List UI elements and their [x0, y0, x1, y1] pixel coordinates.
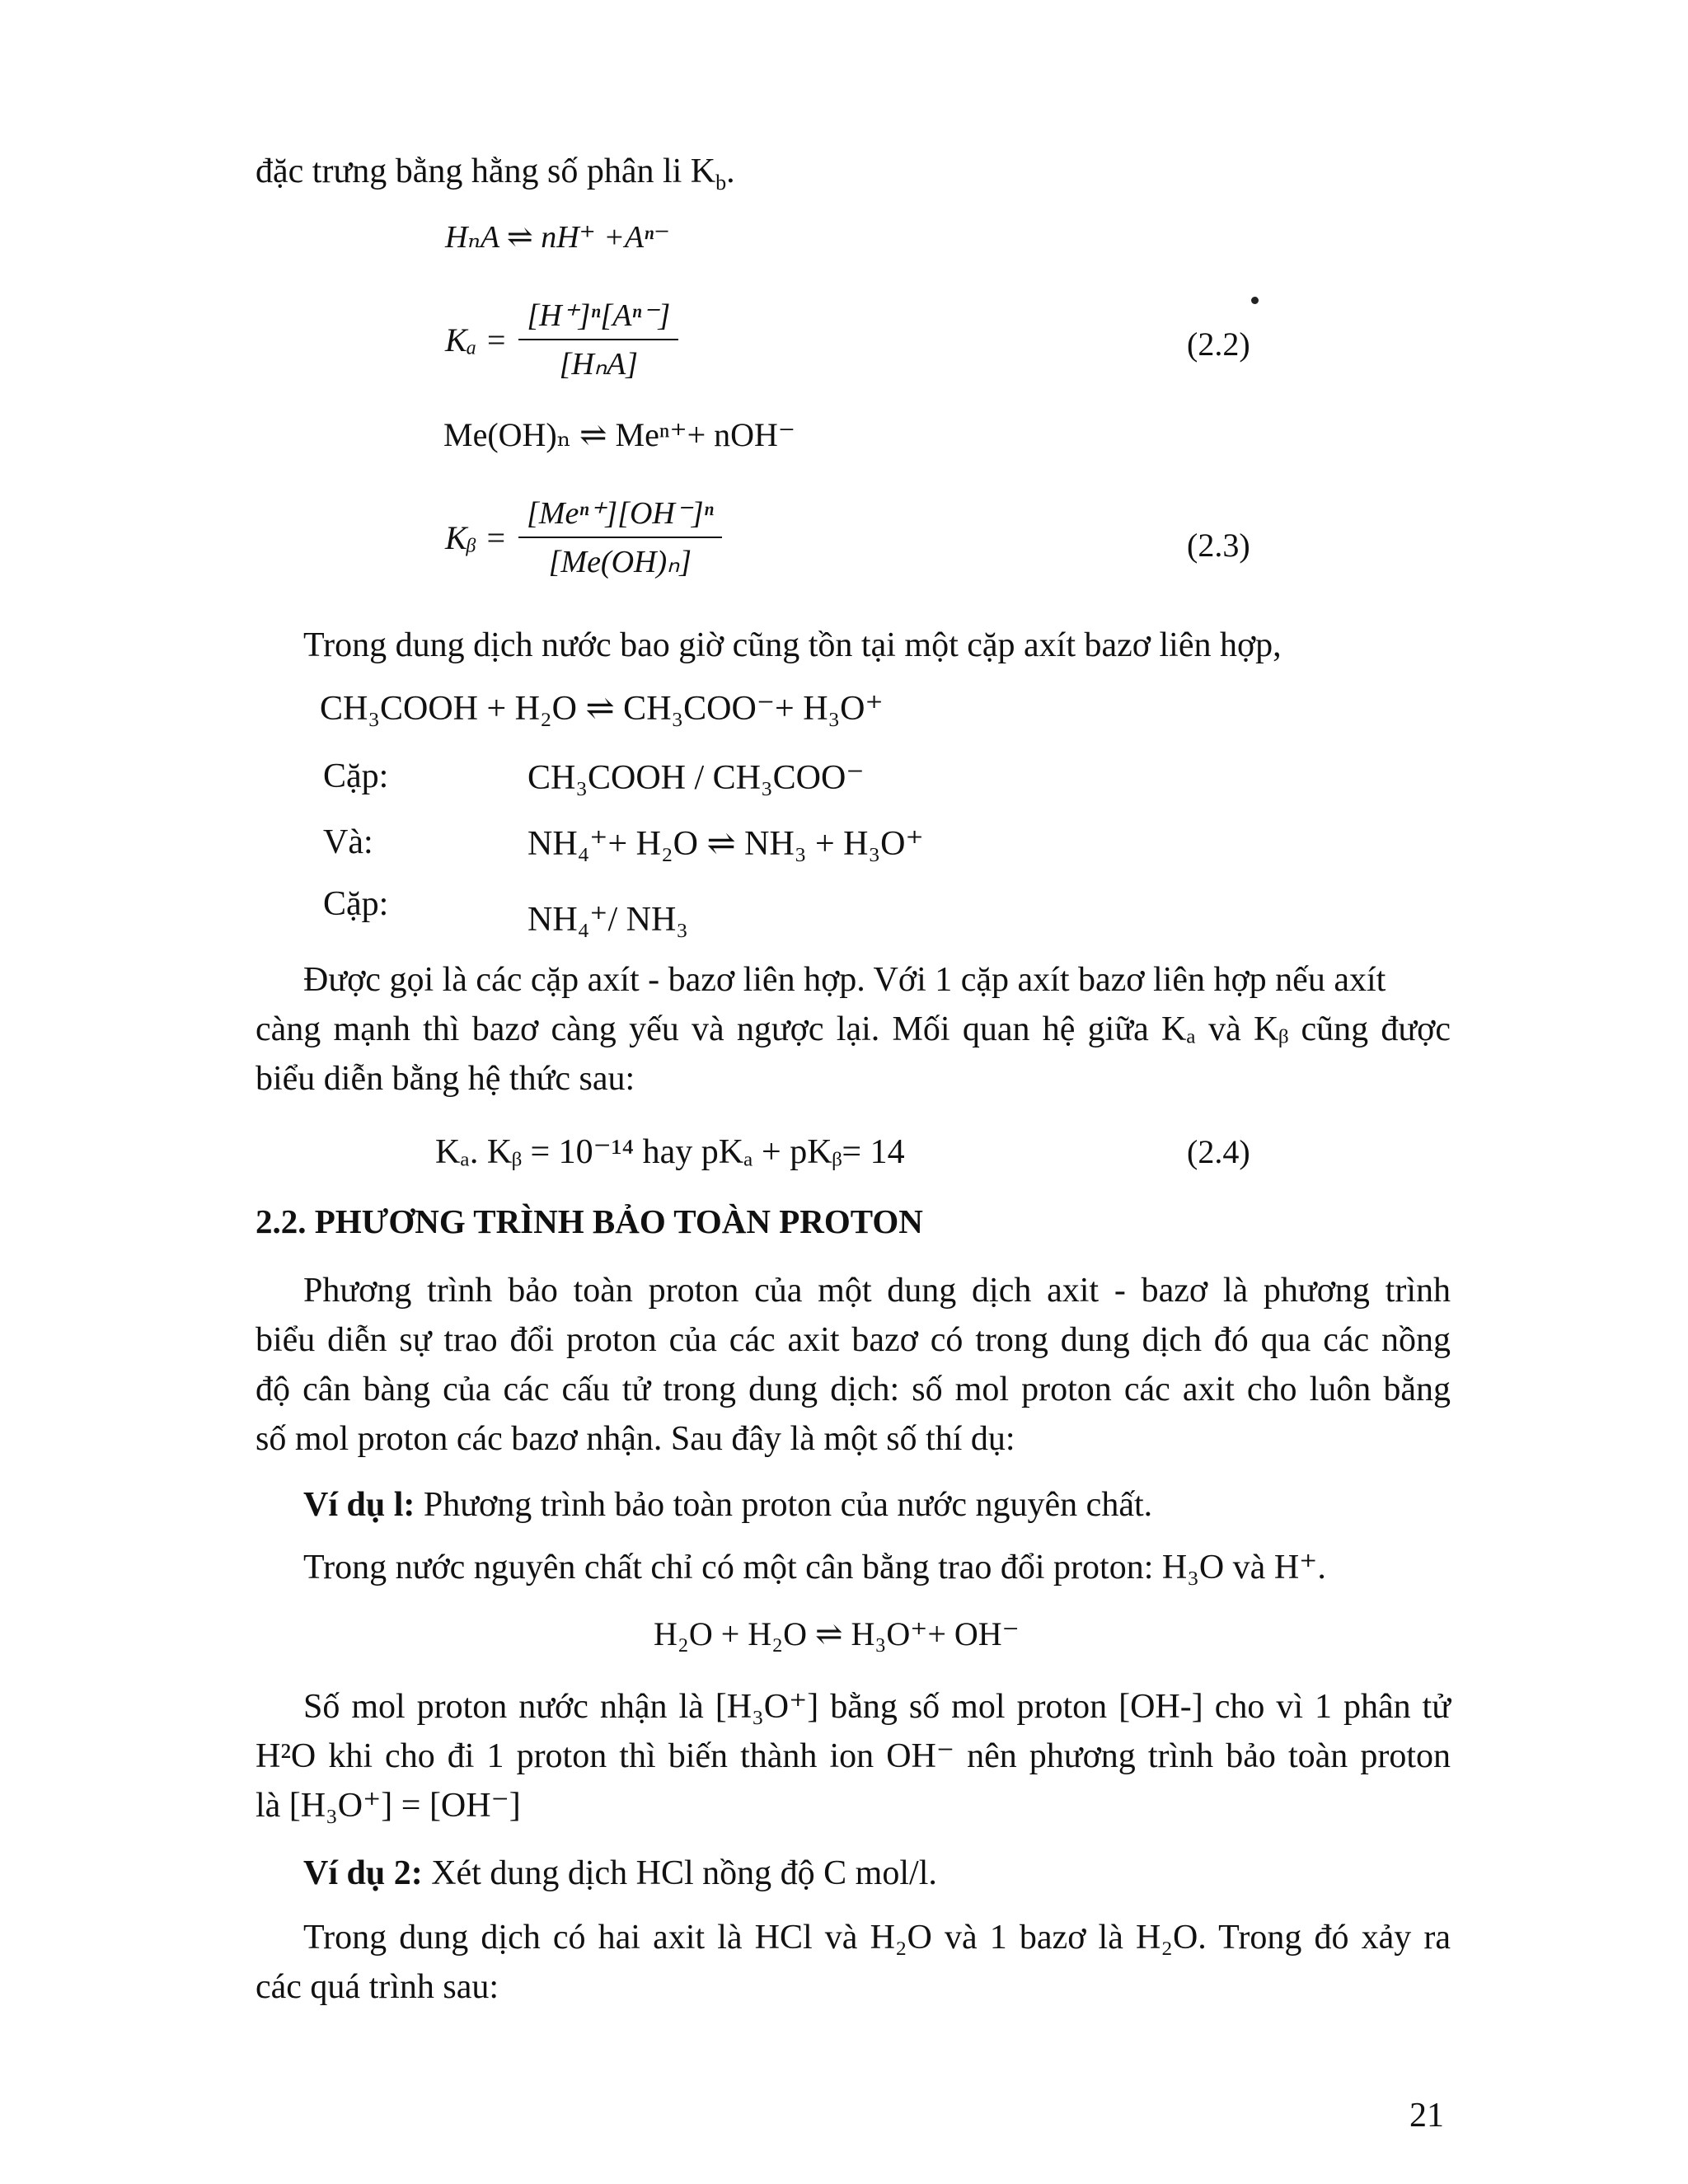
- label-pair-1: Cặp:: [323, 757, 389, 795]
- equation-acetic-acid: CH₃COOH + H₂O ⇌ CH₃COO⁻+ H₃O⁺: [320, 690, 884, 728]
- kb-denominator: [Me(OH)ₙ]: [548, 545, 692, 579]
- equation-base-dissociation: Me(OH)ₙ ⇌ Meⁿ⁺+ nOH⁻: [443, 416, 796, 453]
- example-1-label: Ví dụ l:: [303, 1486, 415, 1524]
- text-pure-water: Trong nước nguyên chất chỉ có một cân bằng trao đổi proton: H₃O và H⁺.: [303, 1549, 1326, 1586]
- text-definition-line-4: số mol proton các bazơ nhận. Sau đây là một số thí dụ:: [256, 1420, 1015, 1458]
- text-conjugate-intro: Trong dung dịch nước bao giờ cũng tồn tại một cặp axít bazơ liên hợp,: [303, 626, 1282, 664]
- equation-kb: [445, 494, 722, 580]
- example-2-label: Ví dụ 2:: [303, 1854, 423, 1892]
- equation-number-2-3: (2.3): [1187, 527, 1250, 564]
- fraction-bar: [518, 339, 678, 340]
- text-hcl-line-1: Trong dung dịch có hai axit là HCl và H₂O và 1 bazơ là H₂O. Trong đó xảy ra: [303, 1919, 1451, 1957]
- example-2: Ví dụ 2: Xét dung dịch HCl nồng độ C mol/l.: [303, 1854, 937, 1892]
- label-and: Và:: [323, 823, 373, 861]
- text-called-line-3: biểu diễn bằng hệ thức sau:: [256, 1060, 635, 1098]
- fraction-bar: [518, 537, 722, 538]
- text-mol-line-1: Số mol proton nước nhận là [H₃O⁺] bằng số mol proton [OH-] cho vì 1 phân tử: [303, 1688, 1451, 1726]
- equation-ammonium: NH₄⁺+ H₂O ⇌ NH₃ + H₃O⁺: [528, 825, 924, 863]
- kb-numerator: [Meⁿ⁺][OH⁻]ⁿ: [527, 496, 714, 531]
- text-called-line-1: Được gọi là các cặp axít - bazơ liên hợp. Với 1 cặp axít bazơ liên hợp nếu axít: [303, 961, 1386, 999]
- equation-ka-kb: Kₐ. Kᵦ = 10⁻¹⁴ hay pKₐ + pKᵦ= 14: [435, 1133, 905, 1171]
- ka-denominator: [HₙA]: [559, 347, 638, 382]
- text-called-line-2: càng mạnh thì bazơ càng yếu và ngược lại. Mối quan hệ giữa Kₐ và Kᵦ cũng được: [256, 1010, 1451, 1048]
- stray-dot-mark: [1251, 297, 1259, 304]
- ka-numerator: [H⁺]ⁿ[Aⁿ⁻]: [527, 298, 671, 333]
- text-definition-line-1: Phương trình bảo toàn proton của một dung dịch axit - bazơ là phương trình: [303, 1272, 1451, 1310]
- equation-acid-dissociation: HₙA ⇌ nH⁺ +Aⁿ⁻: [445, 220, 671, 255]
- text-definition-line-2: biểu diễn sự trao đổi proton của các axit bazơ có trong dung dịch đó qua các nồng: [256, 1321, 1451, 1359]
- pair-ammonium: NH₄⁺/ NH₃: [528, 901, 688, 939]
- kb-lhs: Kᵦ =: [445, 518, 508, 556]
- example-1: Ví dụ l: Phương trình bảo toàn proton của nước nguyên chất.: [303, 1486, 1153, 1524]
- text-definition-line-3: độ cân bàng của các cấu tử trong dung dịch: số mol proton các axit cho luôn bằng: [256, 1371, 1451, 1408]
- pair-acetic: CH₃COOH / CH₃COO⁻: [528, 759, 865, 797]
- label-pair-2: Cặp:: [323, 885, 389, 923]
- equation-ka: [445, 297, 678, 382]
- section-heading: 2.2. PHƯƠNG TRÌNH BẢO TOÀN PROTON: [256, 1202, 923, 1240]
- text-line-kb-definition: đặc trưng bằng hằng số phân li $K_b$.: [256, 152, 735, 195]
- equation-water-autoionization: H₂O + H₂O ⇌ H₃O⁺+ OH⁻: [654, 1615, 1020, 1652]
- page-number: 21: [1409, 2097, 1444, 2135]
- text-mol-line-2: H²O khi cho đi 1 proton thì biến thành ion OH⁻ nên phương trình bảo toàn proton: [256, 1737, 1451, 1775]
- equation-number-2-4: (2.4): [1187, 1133, 1250, 1170]
- equation-number-2-2: (2.2): [1187, 326, 1250, 363]
- ka-lhs: Kₐ =: [445, 321, 508, 359]
- text-hcl-line-2: các quá trình sau:: [256, 1968, 499, 2006]
- text-mol-line-3: là [H₃O⁺] = [OH⁻]: [256, 1787, 521, 1825]
